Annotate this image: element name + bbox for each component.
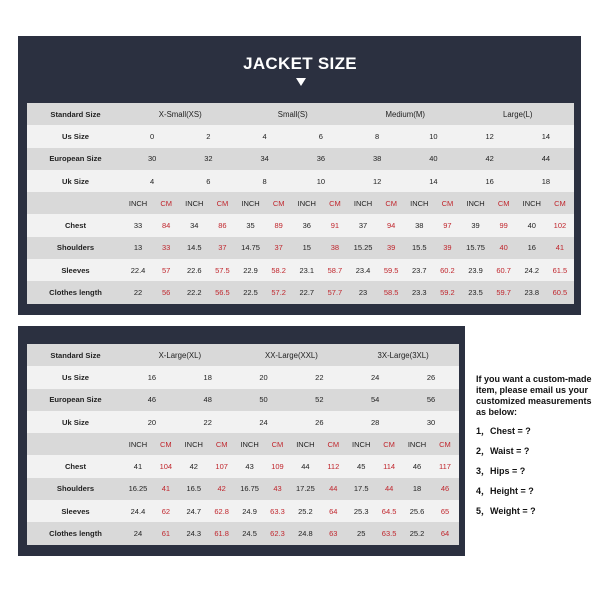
table-cell: 20 — [259, 372, 268, 382]
table-cell: 61.5 — [552, 265, 568, 275]
table-cell: 30 — [147, 154, 157, 164]
table-cell: 58.5 — [383, 288, 399, 298]
row-label — [27, 192, 124, 214]
table-cell: 24.3 — [186, 529, 202, 539]
size-name: XX-Large(XXL) — [265, 350, 318, 360]
row-label: Us Size — [61, 372, 89, 382]
table-cell: CM — [329, 198, 341, 208]
table-cell: 61 — [161, 529, 171, 539]
table-row — [27, 411, 459, 433]
table-cell: CM — [439, 439, 451, 449]
table-cell: CM — [327, 439, 340, 449]
table-cell: 40 — [499, 243, 508, 253]
table-cell: 22.6 — [187, 265, 202, 275]
table-cell: 34 — [260, 154, 269, 164]
table-cell: 24 — [370, 372, 380, 382]
table-cell: 57 — [162, 265, 171, 275]
size-name: 3X-Large(3XL) — [377, 350, 429, 360]
table-row — [27, 259, 574, 281]
table-cell: INCH — [240, 439, 259, 449]
table-cell: 60.5 — [552, 288, 568, 298]
row-label — [27, 433, 124, 455]
table-cell: 86 — [218, 221, 227, 231]
header-label: Standard Size — [50, 350, 101, 360]
table-cell: 22 — [203, 417, 212, 427]
table-cell: INCH — [296, 439, 315, 449]
table-cell: 62 — [161, 506, 171, 516]
table-cell: 24.5 — [242, 529, 257, 539]
table-cell: 62.3 — [270, 529, 285, 539]
table-cell: INCH — [297, 198, 316, 208]
table-cell: CM — [215, 439, 228, 449]
header-row — [27, 103, 574, 125]
table-cell: 56 — [426, 395, 436, 405]
table-cell: 41 — [161, 484, 171, 494]
size-name: Large(L) — [503, 109, 533, 119]
table-cell: 58.2 — [271, 265, 286, 275]
table-cell: 18 — [203, 372, 212, 382]
row-label: Uk Size — [61, 417, 89, 427]
table-cell: 36 — [302, 221, 311, 231]
table-cell: 24 — [259, 417, 268, 427]
table-cell: 16 — [485, 176, 494, 186]
custom-note — [476, 374, 600, 526]
table-cell: 34 — [190, 221, 199, 231]
measure-item-height: 4，Height = ? — [476, 486, 534, 496]
table-cell: 33 — [162, 243, 171, 253]
table-cell: 22.7 — [299, 288, 315, 298]
table-cell: 23 — [358, 288, 368, 298]
table-row — [27, 433, 459, 455]
table-cell: 63.5 — [381, 529, 397, 539]
table-cell: 22 — [133, 288, 143, 298]
table-row — [27, 148, 574, 170]
table-cell: INCH — [128, 439, 148, 449]
custom-note-intro: If you want a custom-made item, please email us your customized measurements as below: — [476, 374, 592, 417]
table-cell: CM — [554, 198, 566, 208]
table-cell: CM — [160, 198, 173, 208]
table-cell: INCH — [352, 439, 371, 449]
table-cell: 14.75 — [241, 243, 260, 253]
table-cell: 39 — [387, 243, 396, 253]
down-arrow-icon — [296, 78, 306, 86]
table-cell: 30 — [426, 417, 436, 427]
table-cell: CM — [271, 439, 284, 449]
table-cell: 25 — [357, 529, 366, 539]
table-cell: 44 — [301, 462, 310, 472]
table-cell: 41 — [555, 243, 565, 253]
table-cell: 46 — [440, 484, 450, 494]
table-cell: 26 — [426, 372, 436, 382]
table-cell: 24.2 — [524, 265, 540, 275]
table-cell: 22.5 — [243, 288, 258, 298]
table-cell: 94 — [387, 221, 396, 231]
table-cell: 22.2 — [187, 288, 202, 298]
row-label: European Size — [49, 395, 102, 405]
table-cell: 64 — [440, 529, 450, 539]
table-cell: 13 — [133, 243, 143, 253]
table-row — [27, 389, 459, 411]
table-cell: 97 — [443, 221, 452, 231]
size-name: Medium(M) — [385, 109, 425, 119]
table-cell: INCH — [410, 198, 429, 208]
table-cell: 23.9 — [468, 265, 483, 275]
page-title: JACKET SIZE — [243, 54, 357, 73]
table-cell: 10 — [429, 131, 438, 141]
table-cell: 44 — [384, 484, 394, 494]
table-row — [27, 478, 459, 500]
table-cell: 15.5 — [412, 243, 427, 253]
table-cell: 23.1 — [299, 265, 315, 275]
measure-item-waist: 2，Waist = ? — [476, 446, 530, 456]
table-cell: 16 — [527, 243, 536, 253]
table-cell: 25.2 — [409, 529, 425, 539]
table-cell: CM — [160, 439, 172, 449]
measure-item-hips: 3，Hips = ? — [476, 466, 526, 476]
row-label: European Size — [49, 154, 102, 164]
table-cell: 114 — [383, 462, 396, 472]
table-cell: 38 — [372, 154, 382, 164]
table-cell: 38 — [330, 243, 340, 253]
size-table-1 — [27, 103, 574, 304]
table-cell: INCH — [353, 198, 373, 208]
table-cell: CM — [216, 198, 229, 208]
table-cell: 63 — [329, 529, 338, 539]
table-cell: 2 — [206, 131, 211, 141]
table-cell: 42 — [485, 154, 494, 164]
table-cell: 24.8 — [298, 529, 313, 539]
table-cell: 56.5 — [215, 288, 230, 298]
table-cell: 24 — [133, 529, 143, 539]
table-cell: 44 — [329, 484, 338, 494]
table-cell: CM — [383, 439, 395, 449]
table-cell: 8 — [375, 131, 380, 141]
table-row — [27, 522, 459, 544]
table-cell: 48 — [203, 395, 212, 405]
row-label: Us Size — [61, 131, 89, 141]
table-cell: 57.7 — [327, 288, 343, 298]
row-label: Chest — [64, 221, 87, 231]
table-cell: 22 — [315, 372, 324, 382]
table-cell: 10 — [316, 176, 326, 186]
table-cell: 14 — [429, 176, 438, 186]
table-cell: 39 — [443, 243, 452, 253]
table-cell: 65 — [440, 506, 450, 516]
table-cell: 35 — [246, 221, 255, 231]
table-cell: 102 — [553, 221, 567, 231]
table-cell: 25.6 — [409, 506, 425, 516]
table-cell: CM — [385, 198, 398, 208]
table-cell: 16 — [147, 372, 157, 382]
table-cell: 84 — [162, 221, 171, 231]
table-cell: 60.2 — [440, 265, 455, 275]
table-cell: INCH — [522, 198, 541, 208]
table-cell: 56 — [162, 288, 171, 298]
table-cell: 38 — [415, 221, 424, 231]
table-cell: 41 — [133, 462, 143, 472]
table-cell: 36 — [316, 154, 326, 164]
table-cell: 59.2 — [440, 288, 455, 298]
table-cell: 37 — [358, 221, 368, 231]
table-cell: 32 — [204, 154, 213, 164]
table-cell: 23.4 — [355, 265, 371, 275]
table-cell: 25.2 — [298, 506, 313, 516]
table-cell: 57.2 — [271, 288, 286, 298]
row-label: Uk Size — [61, 176, 89, 186]
table-cell: 33 — [133, 221, 143, 231]
table-cell: 23.5 — [468, 288, 483, 298]
table-cell: INCH — [407, 439, 427, 449]
table-cell: 16.25 — [128, 484, 148, 494]
table-row — [27, 281, 574, 303]
table-cell: 26 — [315, 417, 324, 427]
size-name: Small(S) — [277, 109, 308, 119]
table-cell: 39 — [471, 221, 480, 231]
table-row — [27, 170, 574, 192]
table-cell: 52 — [315, 395, 324, 405]
table-cell: 91 — [330, 221, 340, 231]
table-cell: 24.9 — [242, 506, 257, 516]
table-cell: 42 — [189, 462, 198, 472]
table-cell: 64.5 — [381, 506, 397, 516]
size-table-2 — [27, 344, 459, 545]
table-cell: INCH — [466, 198, 485, 208]
row-label: Clothes length — [49, 288, 102, 298]
table-row — [27, 500, 459, 522]
table-cell: 22.4 — [130, 265, 146, 275]
table-cell: 17.25 — [296, 484, 315, 494]
table-cell: 0 — [150, 131, 155, 141]
table-cell: 23.3 — [412, 288, 427, 298]
table-cell: 46 — [412, 462, 422, 472]
table-cell: 40 — [527, 221, 536, 231]
table-cell: 46 — [147, 395, 157, 405]
table-cell: INCH — [128, 198, 148, 208]
table-cell: 63.3 — [270, 506, 285, 516]
table-cell: 23.7 — [412, 265, 427, 275]
measure-item-weight: 5，Weight = ? — [476, 506, 536, 516]
header-label: Standard Size — [50, 109, 101, 119]
table-cell: 24.4 — [130, 506, 146, 516]
table-cell: 20 — [147, 417, 157, 427]
table-cell: 61.8 — [214, 529, 229, 539]
table-cell: 22.9 — [243, 265, 258, 275]
table-cell: 16.75 — [240, 484, 259, 494]
measure-item-chest: 1，Chest = ? — [476, 426, 531, 436]
table-cell: 17.5 — [353, 484, 369, 494]
table-row — [27, 455, 459, 477]
table-cell: 42 — [217, 484, 226, 494]
table-cell: INCH — [185, 198, 204, 208]
table-cell: 37 — [274, 243, 283, 253]
header-row — [27, 344, 459, 366]
table-cell: 54 — [370, 395, 380, 405]
table-cell: 25.3 — [353, 506, 369, 516]
row-label: Chest — [64, 462, 87, 472]
table-cell: 6 — [206, 176, 211, 186]
table-cell: 18 — [541, 176, 551, 186]
table-cell: 117 — [439, 462, 451, 472]
table-row — [27, 237, 574, 259]
size-name: X-Small(XS) — [158, 109, 202, 119]
table-cell: 16.5 — [186, 484, 202, 494]
table-cell: 99 — [499, 221, 508, 231]
table-cell: CM — [497, 198, 510, 208]
table-cell: 112 — [327, 462, 340, 472]
table-cell: 15 — [302, 243, 311, 253]
table-cell: 12 — [372, 176, 382, 186]
table-cell: 37 — [218, 243, 227, 253]
table-cell: 64 — [329, 506, 338, 516]
table-cell: 23.8 — [524, 288, 540, 298]
table-row — [27, 214, 574, 236]
table-cell: 59.5 — [383, 265, 399, 275]
table-cell: 18 — [412, 484, 422, 494]
table-cell: 24.7 — [186, 506, 202, 516]
table-cell: 107 — [215, 462, 228, 472]
table-cell: CM — [272, 198, 285, 208]
table-cell: 44 — [541, 154, 551, 164]
row-label: Shoulders — [56, 484, 95, 494]
table-row — [27, 125, 574, 147]
table-cell: 6 — [318, 131, 323, 141]
table-cell: 62.8 — [214, 506, 229, 516]
table-cell: 45 — [357, 462, 366, 472]
table-cell: 50 — [259, 395, 268, 405]
size-name: X-Large(XL) — [158, 350, 202, 360]
table-cell: 109 — [271, 462, 284, 472]
row-label: Sleeves — [61, 506, 90, 516]
table-cell: 8 — [262, 176, 267, 186]
table-cell: 43 — [273, 484, 282, 494]
table-cell: CM — [441, 198, 454, 208]
table-cell: 4 — [150, 176, 155, 186]
table-cell: 104 — [159, 462, 173, 472]
table-row — [27, 192, 574, 214]
table-cell: INCH — [184, 439, 203, 449]
table-cell: 12 — [485, 131, 494, 141]
table-cell: 60.7 — [496, 265, 511, 275]
table-cell: 43 — [245, 462, 254, 472]
table-row — [27, 366, 459, 388]
table-cell: 15.25 — [353, 243, 373, 253]
row-label: Sleeves — [61, 265, 90, 275]
table-cell: 14 — [541, 131, 551, 141]
row-label: Clothes length — [49, 529, 102, 539]
table-cell: 58.7 — [327, 265, 343, 275]
table-cell: INCH — [241, 198, 260, 208]
table-cell: 14.5 — [187, 243, 202, 253]
table-cell: 4 — [262, 131, 267, 141]
table-cell: 57.5 — [215, 265, 230, 275]
table-cell: 59.7 — [496, 288, 511, 298]
table-cell: 15.75 — [466, 243, 485, 253]
table-cell: 40 — [429, 154, 438, 164]
table-cell: 28 — [370, 417, 380, 427]
row-label: Shoulders — [56, 243, 95, 253]
table-cell: 89 — [274, 221, 283, 231]
